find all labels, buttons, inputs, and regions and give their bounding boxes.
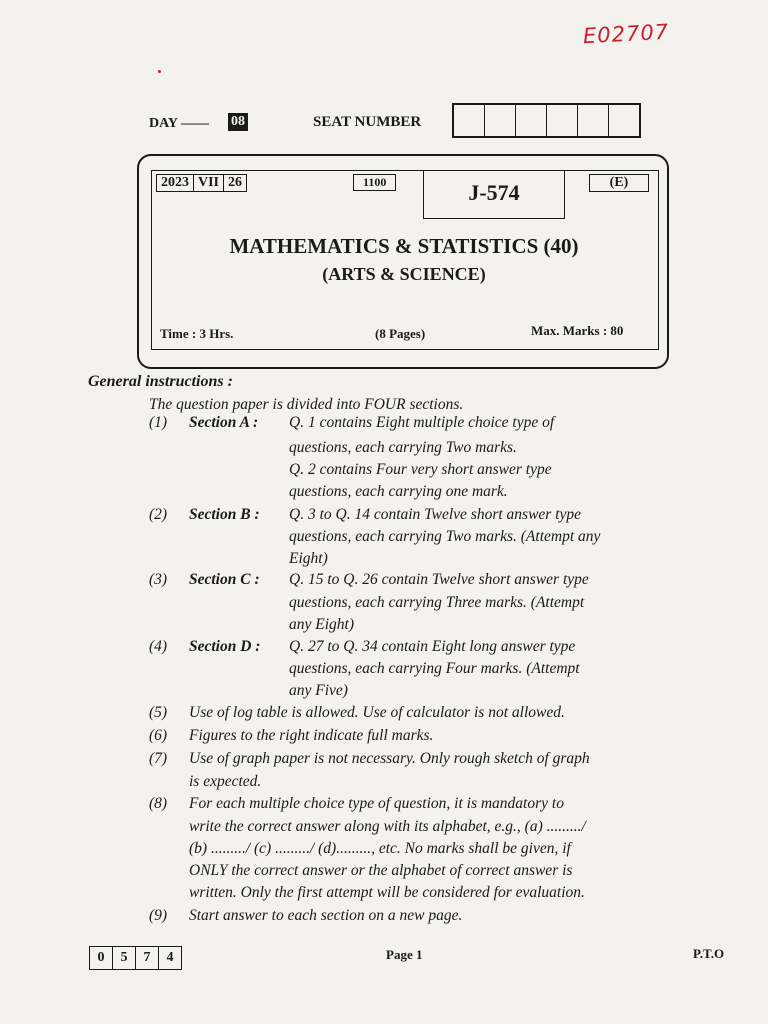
instructions-intro: The question paper is divided into FOUR sections. xyxy=(149,396,464,413)
instruction-number: (7) xyxy=(149,750,168,767)
stream-title: (ARTS & SCIENCE) xyxy=(322,264,486,284)
instruction-text: written. Only the first attempt will be considered for evaluation. xyxy=(189,884,585,901)
instruction-text: questions, each carrying Two marks. xyxy=(289,439,517,456)
section-label: Section B : xyxy=(189,506,260,523)
language-code: (E) xyxy=(589,174,649,192)
instruction-text: any Eight) xyxy=(289,616,354,633)
instruction-number: (8) xyxy=(149,795,168,812)
paper-code: J-574 xyxy=(423,170,565,219)
ink-dot xyxy=(158,70,161,73)
section-label: Section D : xyxy=(189,638,261,655)
instruction-number: (3) xyxy=(149,571,168,588)
exam-time-code: 1100 xyxy=(353,174,396,191)
instruction-number: (1) xyxy=(149,414,168,431)
instruction-text: ONLY the correct answer or the alphabet of correct answer is xyxy=(189,862,573,879)
instruction-text: Q. 2 contains Four very short answer type xyxy=(289,461,552,478)
instruction-text: write the correct answer along with its alphabet, e.g., (a) ........./ xyxy=(189,818,586,835)
section-label: Section C : xyxy=(189,571,260,588)
handwritten-code: E02707 xyxy=(582,19,670,49)
instruction-text: questions, each carrying one mark. xyxy=(289,483,508,500)
instruction-text: is expected. xyxy=(189,773,262,790)
page-number: Page 1 xyxy=(386,947,423,962)
day-label: DAY —— xyxy=(149,116,210,131)
instruction-text: For each multiple choice type of question, it is mandatory to xyxy=(189,795,564,812)
instruction-text: Q. 15 to Q. 26 contain Twelve short answer type xyxy=(289,571,589,588)
instruction-text: questions, each carrying Two marks. (Attempt any xyxy=(289,528,601,545)
subject-title: MATHEMATICS & STATISTICS (40) xyxy=(229,234,579,258)
instruction-text: questions, each carrying Three marks. (Attempt xyxy=(289,594,585,611)
instruction-text: questions, each carrying Four marks. (Attempt xyxy=(289,660,580,677)
instruction-text: Q. 1 contains Eight multiple choice type of xyxy=(289,414,555,431)
instruction-text: Eight) xyxy=(289,550,328,567)
exam-date: 2023 VII 26 xyxy=(156,174,247,192)
seat-number-label: SEAT NUMBER xyxy=(313,114,422,130)
section-label: Section A : xyxy=(189,414,259,431)
max-marks: Max. Marks : 80 xyxy=(531,323,624,338)
instruction-text: Figures to the right indicate full marks. xyxy=(189,727,434,744)
pto-label: P.T.O xyxy=(693,946,725,961)
exam-duration: Time : 3 Hrs. xyxy=(160,326,234,341)
instruction-text: (b) ........./ (c) ........./ (d)........., etc. No marks shall be given, if xyxy=(189,840,571,857)
instruction-number: (4) xyxy=(149,638,168,655)
instruction-number: (6) xyxy=(149,727,168,744)
instruction-text: Start answer to each section on a new page. xyxy=(189,907,463,924)
instructions-title: General instructions : xyxy=(88,373,233,390)
instruction-number: (9) xyxy=(149,907,168,924)
instruction-text: Q. 3 to Q. 14 contain Twelve short answer type xyxy=(289,506,582,523)
instruction-text: Use of graph paper is not necessary. Only rough sketch of graph xyxy=(189,750,590,767)
instruction-number: (5) xyxy=(149,704,168,721)
instruction-text: Q. 27 to Q. 34 contain Eight long answer type xyxy=(289,638,576,655)
seat-number-boxes xyxy=(452,103,641,138)
instruction-text: Use of log table is allowed. Use of calculator is not allowed. xyxy=(189,704,565,721)
page-count: (8 Pages) xyxy=(375,326,426,341)
instruction-text: any Five) xyxy=(289,682,348,699)
instruction-number: (2) xyxy=(149,506,168,523)
day-value: 08 xyxy=(228,113,248,131)
paper-serial-boxes: 0 5 7 4 xyxy=(89,946,182,970)
